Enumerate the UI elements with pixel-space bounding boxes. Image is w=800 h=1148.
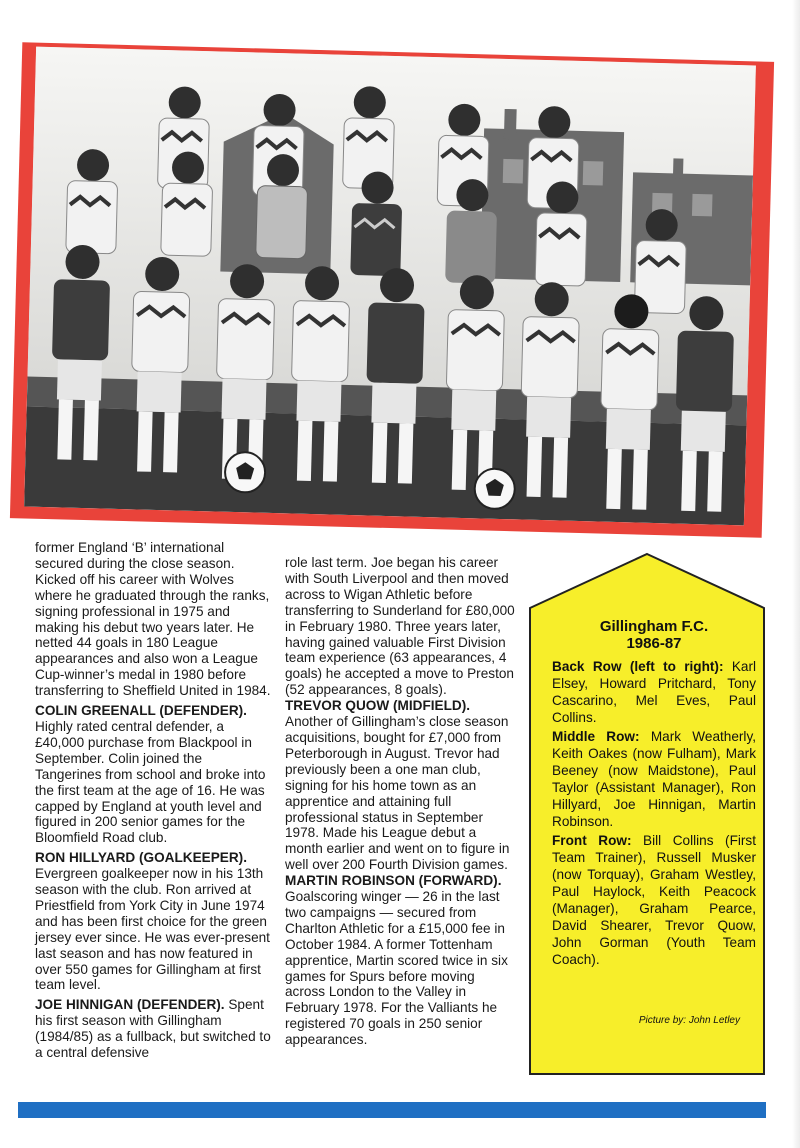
article-paragraph: former England ‘B’ international secured during the close season. Kicked off his career with Wolves where he graduated through the ranks, signing professional in 1975 and making his debut two years later. He netted 44 goals in 180 League appearances and also won a League Cup-winner’s medal in 1980 before transferring to Sheffield United in 1984. (35, 540, 271, 699)
player-profile-trevor-quow (285, 698, 517, 873)
article-paragraph: role last term. Joe began his career with South Liverpool and then moved across to Wigan Athletic before transferring to Sunderland for £80,000 in February 1980. Three years later, having gained valuable First Division team experience (63 appearances, 4 goals) he accepted a move to Preston (52 appearances, 8 goals). (285, 555, 515, 698)
panel-title-club: Gillingham F.C. (599, 618, 709, 635)
player-profile-ron-hillyard (35, 850, 271, 993)
page-edge (792, 0, 800, 1148)
middle-row-label: Middle Row: (552, 729, 640, 744)
football-icon (225, 452, 266, 493)
footer-bar (18, 1102, 766, 1118)
front-row-list: Bill Collins (First Team Trainer), Russell Musker (now Torquay), Graham Westley, Paul Haylock, Keith Peacock (Manager), Graham Pearce, David Shearer, Trevor Quow, John Gorman (Youth Team Coach). (552, 833, 756, 967)
player-profile-colin-greenall (35, 703, 271, 846)
team-photo (24, 47, 756, 526)
player-heading: RON HILLYARD (GOALKEEPER). (35, 850, 247, 866)
player-heading: MARTIN ROBINSON (FORWARD). (285, 873, 502, 889)
back-row-label: Back Row (left to right): (552, 659, 724, 674)
lineup-text (552, 618, 756, 970)
team-lineup-panel (528, 552, 766, 1076)
front-row-names (552, 832, 756, 968)
football-icon (474, 468, 515, 509)
panel-title-season: 1986-87 (626, 635, 682, 652)
player-heading: TREVOR QUOW (MIDFIELD). (285, 698, 471, 714)
back-row-names (552, 658, 756, 726)
middle-row-list: Mark Weatherly, Keith Oakes (now Fulham), Mark Beeney (now Maidstone), Paul Taylor (Assistant Manager), Ron Hillyard, Joe Hinnigan, Martin Robinson. (552, 729, 757, 829)
player-body: Evergreen goalkeeper now in his 13th season with the club. Ron arrived at Priestfield from York City in June 1974 and has been first choice for the green jersey ever since. He was ever-present last season and has now featured in over 550 games for Gillingham at first team level. (35, 866, 270, 993)
player-body: Highly rated central defender, a £40,000 purchase from Blackpool in September. Colin joined the Tangerines from school and broke into the first team at the age of 16. He was capped by England at youth level and figured in 200 senior games for the Bloomfield Road club. (35, 718, 266, 846)
player-body: Another of Gillingham’s close season acquisitions, bought for £7,000 from Peterborough in August. Trevor had previously been a one man club, signing for his home town as an apprentice and attaining full professional status in September 1978. Made his League debut a month earlier and went on to figure in well over 200 Fourth Division games. (285, 714, 510, 873)
back-row-list: Karl Elsey, Howard Pritchard, Tony Cascarino, Mel Eves, Paul Collins. (552, 659, 756, 725)
player-heading: COLIN GREENALL (DEFENDER). (35, 703, 247, 719)
article-column-1 (35, 540, 271, 1061)
player-body: Goalscoring winger — 26 in the last two campaigns — secured from Charlton Athletic for a £15,000 fee in October 1984. A former Tottenham apprentice, Martin scored twice in six games for Spurs before moving across London to the Valley in February 1978. For the Valliants he registered 70 goals in 250 senior appearances. (285, 889, 508, 1048)
player-heading: JOE HINNIGAN (DEFENDER). (35, 997, 225, 1013)
front-row-label: Front Row: (552, 833, 632, 848)
middle-row-names (552, 728, 756, 830)
player-profile-joe-hinnigan (35, 997, 271, 1061)
article-column-2 (285, 555, 517, 1048)
team-photo-illustration (24, 47, 756, 526)
player-profile-martin-robinson (285, 873, 517, 1048)
panel-title (552, 618, 756, 652)
photo-credit: Picture by: John Letley (638, 1015, 740, 1026)
player-body: Spent his first season with Gillingham (1984/85) as a fullback, but switched to a central defensive (35, 997, 271, 1061)
